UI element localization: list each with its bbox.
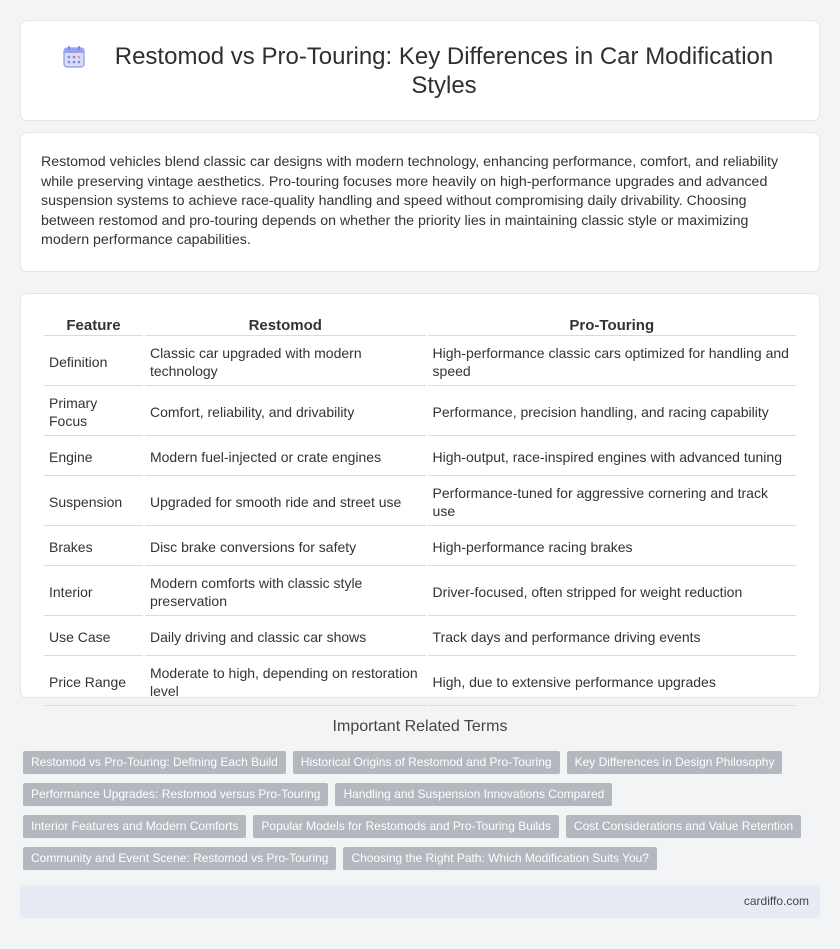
feature-cell: Use Case [44,618,143,656]
related-term-tag[interactable]: Popular Models for Restomods and Pro-Touring Builds [253,815,558,838]
related-terms-list [23,751,823,870]
page-title: Restomod vs Pro-Touring: Key Differences in Car Modification Styles [114,42,774,99]
pro-touring-cell: High-performance racing brakes [428,528,796,566]
calendar-grid-icon [61,44,87,70]
related-term-tag[interactable]: Historical Origins of Restomod and Pro-Touring [293,751,560,774]
header-card [20,20,820,121]
header-feature: Feature [44,310,143,336]
restomod-cell: Classic car upgraded with modern technology [145,338,426,386]
footer-bar [20,885,820,918]
footer-site-link[interactable]: cardiffo.com [743,894,809,908]
restomod-cell: Modern fuel-injected or crate engines [145,438,426,476]
restomod-cell: Disc brake conversions for safety [145,528,426,566]
table-header-row [44,310,796,336]
restomod-cell: Upgraded for smooth ride and street use [145,478,426,526]
pro-touring-cell: High, due to extensive performance upgrades [428,658,796,706]
header-pro-touring: Pro-Touring [428,310,796,336]
feature-cell: Definition [44,338,143,386]
feature-cell: Primary Focus [44,388,143,436]
feature-cell: Engine [44,438,143,476]
table-row [44,478,796,526]
related-term-tag[interactable]: Restomod vs Pro-Touring: Defining Each Build [23,751,286,774]
related-term-tag[interactable]: Performance Upgrades: Restomod versus Pro-Touring [23,783,328,806]
header-restomod: Restomod [145,310,426,336]
pro-touring-cell: High-performance classic cars optimized for handling and speed [428,338,796,386]
intro-card [20,132,820,272]
restomod-cell: Daily driving and classic car shows [145,618,426,656]
table-row [44,338,796,386]
table-row [44,438,796,476]
related-terms-heading: Important Related Terms [332,718,508,735]
table-row [44,388,796,436]
restomod-cell: Moderate to high, depending on restoration level [145,658,426,706]
table-row [44,528,796,566]
feature-cell: Price Range [44,658,143,706]
related-term-tag[interactable]: Interior Features and Modern Comforts [23,815,246,838]
pro-touring-cell: Performance-tuned for aggressive cornering and track use [428,478,796,526]
related-term-tag[interactable]: Choosing the Right Path: Which Modification Suits You? [343,847,657,870]
related-term-tag[interactable]: Community and Event Scene: Restomod vs Pro-Touring [23,847,336,870]
feature-cell: Suspension [44,478,143,526]
table-row [44,618,796,656]
feature-cell: Interior [44,568,143,616]
restomod-cell: Comfort, reliability, and drivability [145,388,426,436]
pro-touring-cell: Performance, precision handling, and racing capability [428,388,796,436]
comparison-table [42,308,798,708]
pro-touring-cell: High-output, race-inspired engines with advanced tuning [428,438,796,476]
feature-cell: Brakes [44,528,143,566]
table-row [44,568,796,616]
intro-paragraph: Restomod vehicles blend classic car designs with modern technology, enhancing performance, comfort, and reliability while preserving vintage aesthetics. Pro-touring focuses more heavily on high-performance upgrades and advanced suspension systems to achieve race-quality handling and speed without compromising daily drivability. Choosing between restomod and pro-touring depends on whether the priority lies in maintaining classic style or maximizing modern performance capabilities. [41,154,779,249]
pro-touring-cell: Driver-focused, often stripped for weight reduction [428,568,796,616]
restomod-cell: Modern comforts with classic style preservation [145,568,426,616]
related-term-tag[interactable]: Key Differences in Design Philosophy [567,751,783,774]
pro-touring-cell: Track days and performance driving events [428,618,796,656]
related-term-tag[interactable]: Cost Considerations and Value Retention [566,815,801,838]
table-row [44,658,796,706]
comparison-table-card [20,293,820,698]
related-term-tag[interactable]: Handling and Suspension Innovations Compared [335,783,612,806]
